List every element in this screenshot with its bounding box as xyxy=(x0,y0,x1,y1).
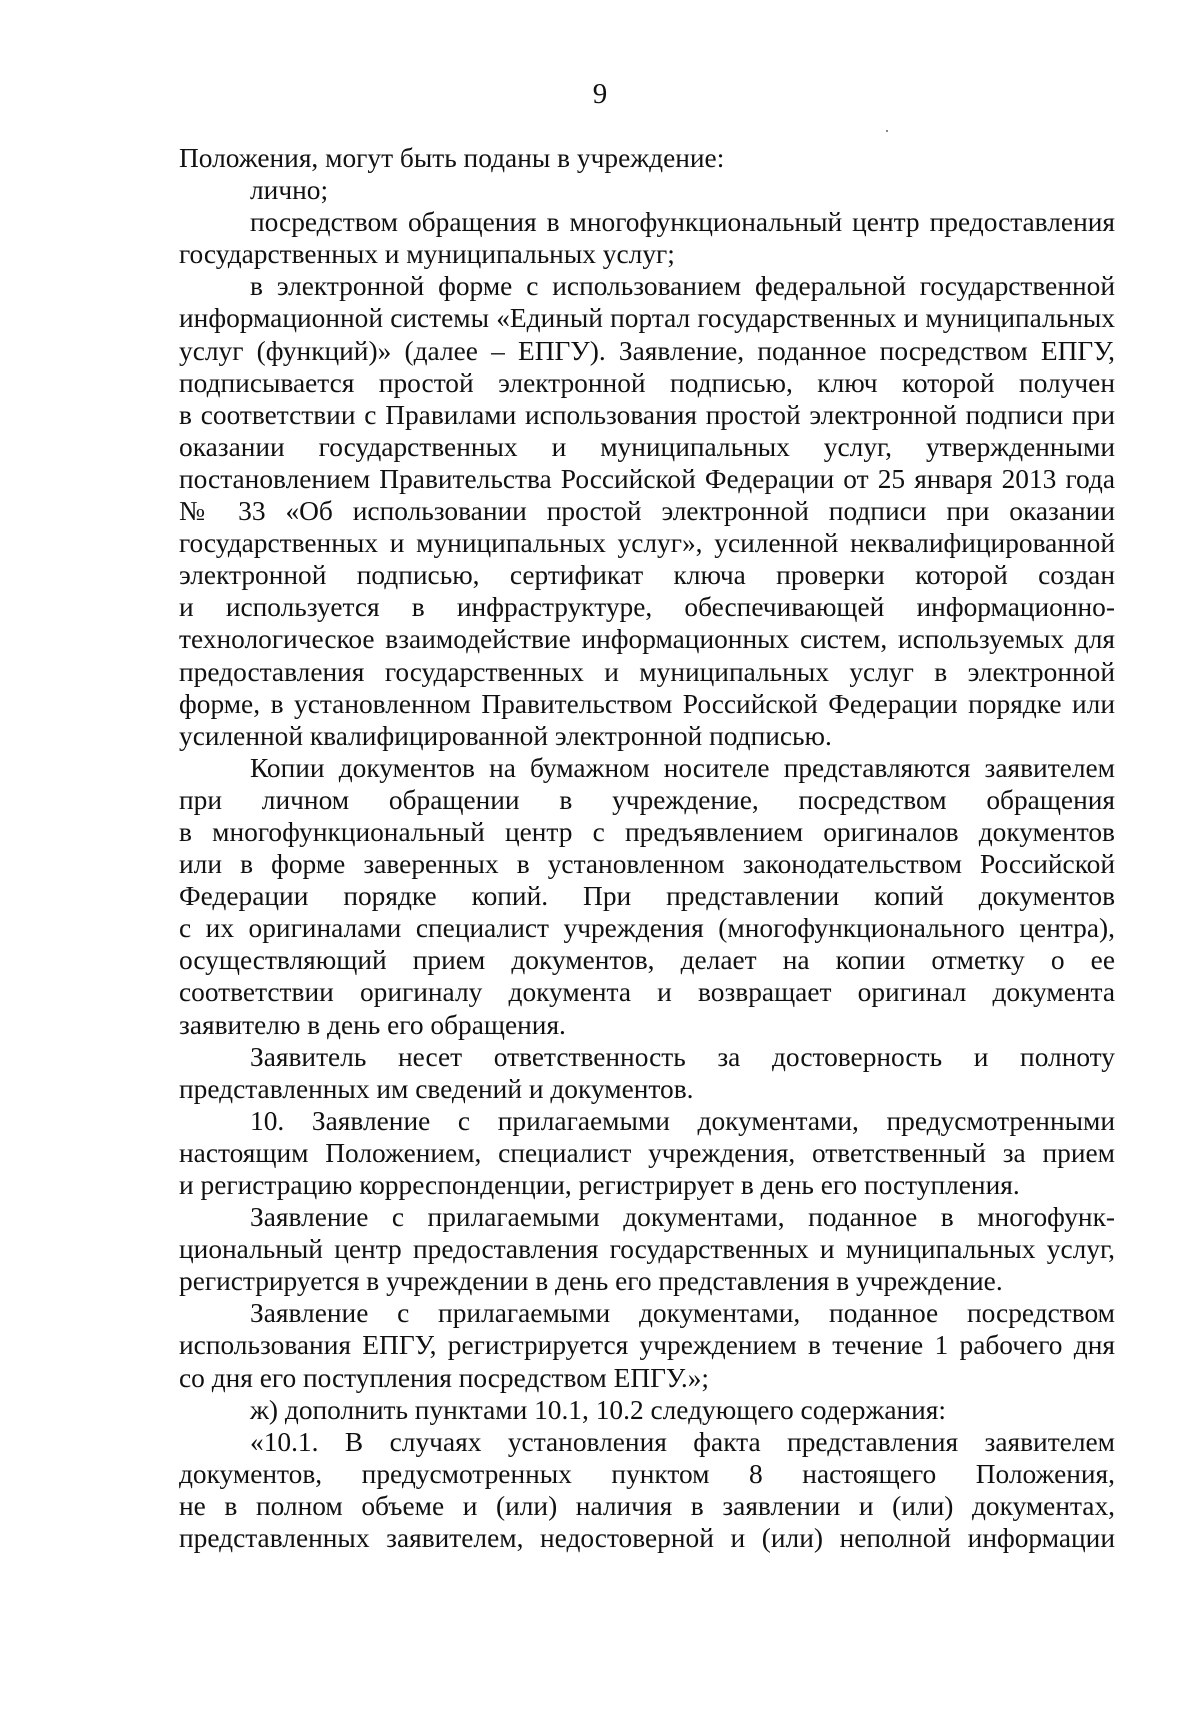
text-line: государственных и муниципальных услуг; xyxy=(179,239,675,270)
text-line: представленных заявителем, недостоверной и (или) неполной информации xyxy=(179,1523,1115,1554)
text-line: оказании государственных и муниципальных услуг, утвержденными xyxy=(179,431,1115,462)
text-line: ж) дополнить пунктами 10.1, 10.2 следующего содержания: xyxy=(250,1394,946,1425)
text-line: в многофункциональный центр с предъявлением оригиналов документов xyxy=(179,816,1115,847)
text-line: со дня его поступления посредством ЕПГУ.»; xyxy=(179,1362,710,1393)
text-line: посредством обращения в многофункциональный центр предоставления xyxy=(250,207,1115,238)
text-line: Положения, могут быть поданы в учреждение: xyxy=(179,143,725,173)
document-body xyxy=(179,142,1115,1554)
scan-speck xyxy=(886,130,888,132)
text-line: документов, предусмотренных пунктом 8 настоящего Положения, xyxy=(179,1458,1115,1489)
text-line: и регистрацию корреспонденции, регистрирует в день его поступления. xyxy=(179,1170,1020,1200)
text-line: Федерации порядке копий. При представлении копий документов xyxy=(179,881,1115,912)
text-line: соответствии оригиналу документа и возвращает оригинал документа xyxy=(179,977,1115,1008)
text-line: при личном обращении в учреждение, посредством обращения xyxy=(179,784,1115,815)
text-line: заявителю в день его обращения. xyxy=(179,1009,566,1040)
text-line: Копии документов на бумажном носителе представляются заявителем xyxy=(250,752,1115,783)
text-line: в электронной форме с использованием федеральной государственной xyxy=(250,271,1115,302)
text-line: Заявитель несет ответственность за достоверность и полноту xyxy=(250,1041,1115,1072)
text-line: использования ЕПГУ, регистрируется учреждением в течение 1 рабочего дня xyxy=(179,1330,1115,1361)
text-line: настоящим Положением, специалист учреждения, ответственный за прием xyxy=(179,1137,1115,1168)
text-line: регистрируется в учреждении в день его представления в учреждение. xyxy=(179,1266,1003,1297)
text-line: информационной системы «Единый портал государственных и муниципальных xyxy=(179,303,1115,334)
text-line: подписывается простой электронной подписью, ключ которой получен xyxy=(179,367,1115,398)
text-line: в соответствии с Правилами использования простой электронной подписи при xyxy=(179,399,1115,430)
text-line: или в форме заверенных в установленном законодательством Российской xyxy=(179,849,1115,880)
text-line: представленных им сведений и документов. xyxy=(179,1073,694,1104)
text-line: с их оригиналами специалист учреждения (многофункционального центра), xyxy=(179,913,1115,944)
page-number: 9 xyxy=(592,78,608,110)
text-line: государственных и муниципальных услуг», усиленной неквалифицированной xyxy=(179,528,1115,559)
text-line: услуг (функций)» (далее – ЕПГУ). Заявление, поданное посредством ЕПГУ, xyxy=(179,335,1115,366)
text-line: не в полном объеме и (или) наличия в заявлении и (или) документах, xyxy=(179,1490,1115,1521)
text-line: технологическое взаимодействие информационных систем, используемых для xyxy=(179,624,1115,655)
text-line: усиленной квалифицированной электронной подписью. xyxy=(179,720,832,751)
text-line: Заявление с прилагаемыми документами, поданное посредством xyxy=(250,1298,1115,1329)
text-line: циональный центр предоставления государственных и муниципальных услуг, xyxy=(179,1234,1115,1265)
text-line: № 33 «Об использовании простой электронной подписи при оказании xyxy=(179,496,1115,527)
text-line: Заявление с прилагаемыми документами, поданное в многофунк- xyxy=(250,1202,1115,1233)
text-line: постановлением Правительства Российской Федерации от 25 января 2013 года xyxy=(179,463,1115,494)
text-line: 10. Заявление с прилагаемыми документами, предусмотренными xyxy=(250,1105,1115,1136)
text-line: «10.1. В случаях установления факта представления заявителем xyxy=(250,1426,1115,1457)
text-line: лично; xyxy=(250,175,329,206)
text-line: и используется в инфраструктуре, обеспечивающей информационно- xyxy=(179,592,1115,623)
text-line: осуществляющий прием документов, делает на копии отметку о ее xyxy=(179,945,1115,976)
text-line: предоставления государственных и муниципальных услуг в электронной xyxy=(179,656,1115,687)
text-line: форме, в установленном Правительством Российской Федерации порядке или xyxy=(179,688,1115,719)
text-line: электронной подписью, сертификат ключа проверки которой создан xyxy=(179,560,1115,591)
